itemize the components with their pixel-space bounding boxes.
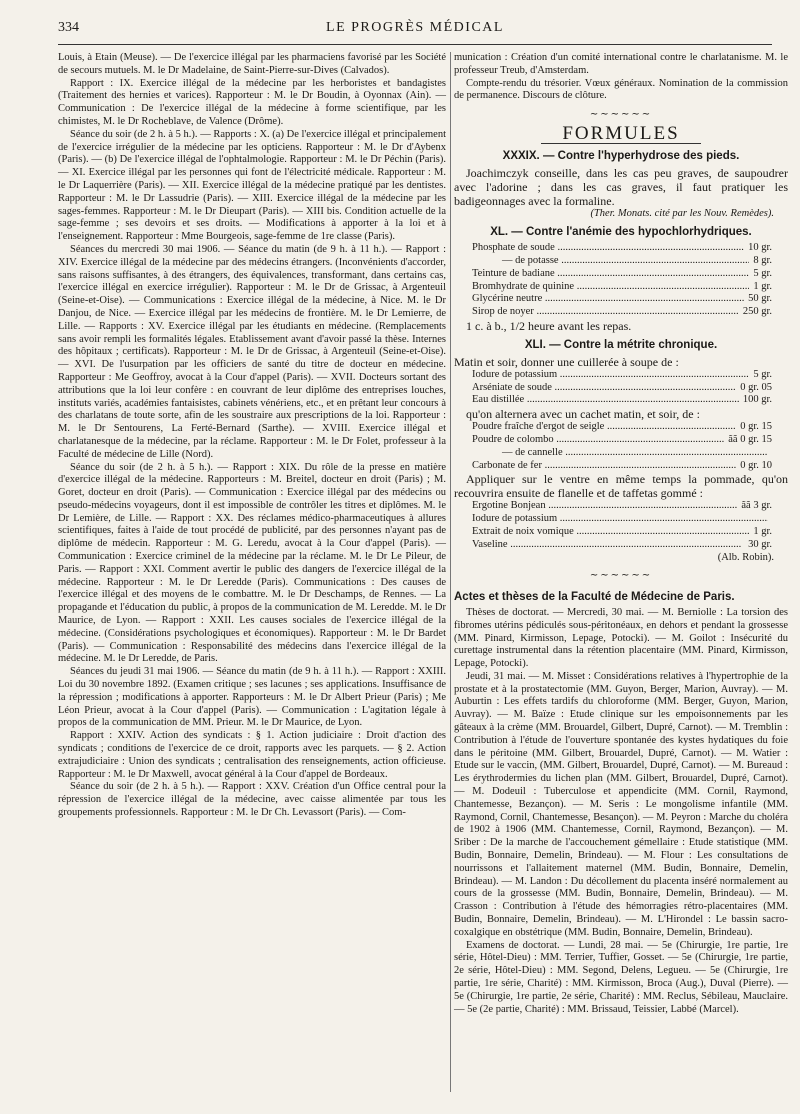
- formula-heading: XL. — Contre l'anémie des hypochlorhydriques.: [490, 226, 752, 239]
- formula-mid: qu'on alternera avec un cachet matin, et soir, de :: [466, 407, 700, 422]
- formula-heading: XLI. — Contre la métrite chronique.: [524, 338, 718, 351]
- recipe-line: Iodure de potassium .....: [454, 513, 788, 526]
- paragraph: Louis, à Etain (Meuse). — De l'exercice illégal par les pharmaciens favorisé par les Société de secours mutuels. M. le Dr Madelaine, de Saint-Pierre-sur-Dives (Calvados).: [58, 52, 446, 76]
- formula-source: (Ther. Monats. cité par les Nouv. Remèdes).: [590, 207, 774, 219]
- recipe-line: Sirop de noyer ..... 250 gr.: [454, 306, 788, 319]
- recipe-line: Teinture de badiane ..... 5 gr.: [454, 268, 788, 281]
- recipe-line: Arséniate de soude ..... 0 gr. 05: [454, 382, 788, 395]
- recipe-line: Phosphate de soude ..... 10 gr.: [454, 242, 788, 255]
- column-divider: [450, 52, 451, 1092]
- separator: ∼∼∼∼∼∼: [589, 109, 653, 121]
- journal-title: LE PROGRÈS MÉDICAL: [326, 20, 504, 35]
- recipe-line: Eau distillée ..... 100 gr.: [454, 394, 788, 407]
- paragraph: Séance du soir (de 2 h. à 5 h.). — Rapport : XIX. Du rôle de la presse en matière d'exercice illégal de la médecine. Rapporteurs : M. Breitel, docteur en droit (Paris) ; M. Goret, docteur en droit (Paris). — Communication : Exercice illégal par des médecins ou pseudo-médecins voyageurs, dont il est impossible de contrôler les titres et diplômes. M. le Dr Lemière, de Lille. — Rapport : XX. Des réclames médico-pharmaceutiques à allures scientifiques, faites à l'aide de tout procédé de publicité, par des personnes n'ayant pas de diplôme de médecin. Rapporteur : M. G. Leredu, avocat à la Cour d'appel (Paris). — Communication : Exercice criminel de la médecine par la réclame. M. le Dr Le Pileur, de Paris. — Rapport : XXI. Comment avertir le public des dangers de l'exercice illégal de la médecine. Rapporteur : M. le Dr Leredde (Paris). Communications : Des causes de l'exercice illégal et des moyens de le combattre. M. le Dr Deschamps, de Rennes. — La propagande et l'éducation du public, à propos de la communication de M. Leredde. M. le Dr Maurice, de Lyon. — Rapport : XXII. Les causes sociales de l'exercice illégal de la médecine. (Considérations psychologiques et économiques). Rapporteur : M. le Dr Bardet (Paris). — Communication : Responsabilité des médecins dans l'exercice illégal de la médecine. M. le Dr Leredde, de Paris.: [58, 461, 446, 665]
- recipe-line: Vaseline ..... 30 gr.: [454, 539, 788, 552]
- paragraph: munication : Création d'un comité international contre le charlatanisme. M. le professeur Treub, d'Amsterdam.: [454, 52, 788, 76]
- right-column: [454, 52, 788, 1016]
- paragraph: Compte-rendu du trésorier. Vœux généraux. Nomination de la commission de permanence. Discours de clôture.: [454, 77, 788, 102]
- recipe-line: Poudre de colombo ..... ãã 0 gr. 15: [454, 434, 788, 447]
- formula-text: Joachimczyk conseille, dans les cas peu graves, de saupoudrer avec l'adorine ; dans les cas graves, il faut pratiquer les badigeonnages avec la formaline.: [454, 165, 788, 208]
- exams-paragraph: Examens de doctorat. — Lundi, 28 mai. — 5e (Chirurgie, 1re partie, 1re série, Hôtel-Dieu) : MM. Terrier, Tuffier, Gosset. — 5e (Chirurgie, 1re partie, 2e série, Hôtel-Dieu) : MM. Segond, Delens, Legueu. — 5e (Chirurgie, 1re partie, 1re série, Charité) : MM. Kirmisson, Broca (Aug.), Duval (Pierre). — 5e (Chirurgie, 1re partie, 2e série, Charité) : MM. Reclus, Sébileau, Mauclaire. — 5e (2e partie, Charité) : MM. Brissaud, Teissier, Labbé (Marcel).: [454, 939, 788, 1015]
- page-header: [58, 20, 772, 42]
- theses-paragraph: Thèses de doctorat. — Mercredi, 30 mai. — M. Berniolle : La torsion des fibromes utérins pédiculés sous-péritonéaux, en dehors et pendant la grossesse (MM. Pinard, Kirmisson, Lepage, Potocki). — M. Goilot : Insécurité du curettage instrumental dans la rétention placentaire (MM. Pinard, Kirmisson, Lepage, Potocki).: [454, 606, 788, 670]
- paragraph: Rapport : XXIV. Action des syndicats : § 1. Action judiciaire : Droit d'action des syndicats ; conditions de l'exercice de ce droit, rapports avec les parquets. — § 2. Action extrajudiciaire : Union des syndicats ; centralisation des renseignements, action officieuse. Rapporteur : M. le Dr Maxwell, avocat général à la Cour d'appel de Bordeaux.: [58, 730, 446, 780]
- paragraph: Séance du soir (de 2 h. à 5 h.). — Rapports : X. (a) De l'exercice illégal et principalement de l'exercice irrégulier de la médecine par les opticiens. Rapporteur : M. le Dr d'Aybenx (Paris). — (b) De l'exercice illégal de l'ophtalmologie. Rapporteur : M. le Dr Péchin (Paris). — XI. Exercice illégal par les personnes qui font de l'électricité médicale. Rapporteur : M. le Dr Laquerrière (Paris). — XII. Exercice illégal de la médecine pratiqué par les dentistes. Rapporteur : M. le Dr Lassudrie (Paris). — XIII. Exercice illégal de la médecine par les sages-femmes. Rapporteur : M. le Dr Dieupart (Paris). — XIII bis. Condition actuelle de la sage-femme ; ses devoirs et ses droits. — Modifications à apporter à la loi et à l'enseignement. Rapporteur : Mme Bourgeois, sage-femme de 1re classe (Paris).: [58, 128, 446, 243]
- paragraph: Séances du jeudi 31 mai 1906. — Séance du matin (de 9 h. à 11 h.). — Rapport : XXIII. Loi du 30 novembre 1892. (Examen critique ; ses lacunes ; ses applications. Insuffisance de la répression ; modifications à apporter. Rapporteurs : M. le Dr Albert Prieur (Paris) ; Me Léon Prieur, avocat à la Cour d'appel (Paris). — Communication : L'agitation légale à propos de la communication de MM. Prieur. M. le Dr Maurice, de Lyon.: [58, 666, 446, 729]
- left-column: [58, 52, 446, 820]
- recipe-line: Glycérine neutre ..... 50 gr.: [454, 293, 788, 306]
- formula-apply: Appliquer sur le ventre en même temps la pommade, qu'on recouvrira ensuite de flanelle et de taffetas gommé :: [454, 472, 788, 501]
- recipe-line: — de cannelle .....: [454, 447, 788, 460]
- section-heading: Actes et thèses de la Faculté de Médecine de Paris.: [454, 591, 735, 604]
- page-number: 334: [58, 20, 79, 35]
- formula-intro: Matin et soir, donner une cuillerée à soupe de :: [454, 354, 679, 369]
- paragraph: Séance du soir (de 2 h. à 5 h.). — Rapport : XXV. Création d'un Office central pour la répression de l'exercice illégal de la médecine, avec caisse alimentée par tous les groupements professionnels. Rapporteur : M. le Dr Ch. Levassort (Paris). — Com-: [58, 781, 446, 819]
- recipe-line: Poudre fraîche d'ergot de seigle ..... 0 gr. 15: [454, 421, 788, 434]
- section-title: FORMULES: [562, 122, 680, 144]
- separator: ∼∼∼∼∼∼: [589, 570, 653, 582]
- recipe-line: Carbonate de fer ..... 0 gr. 10: [454, 460, 788, 473]
- formula-author: (Alb. Robin).: [717, 551, 774, 563]
- paragraph: Rapport : IX. Exercice illégal de la médecine par les herboristes et bandagistes (Traitement des hernies et varices). Rapporteur : M. le Dr Boudin, à Oyonnax (Ain). — Communication : De l'exercice illégal de la médecine à forme scientifique, par les chimistes, M. le Dr Rocheblave, de Valence (Drôme).: [58, 77, 446, 127]
- formula-heading: XXXIX. — Contre l'hyperhydrose des pieds.: [502, 149, 740, 162]
- paragraph: Séances du mercredi 30 mai 1906. — Séance du matin (de 9 h. à 11 h.). — Rapport : XIV. Exercice illégal de la médecine par des médecins étrangers. (Inconvénients d'accorder, sans raisons suffisantes, à des étrangers, des équivalences, transformant, dans certains cas, l'exercice illégal en exercice irrégulier). Rapporteur : M. le Dr de Grissac, à Argenteuil (Seine-et-Oise). — Communications : Exercice illégal de la médecine, à Nice. M. le Dr Danjou, de Nice. — Exercice illégal par les médecins de frontière. M. le Dr Lemierre, de Lille. — Rapports : XV. Exercice illégal par les étudiants en médecine. (Remplacements sans avoir rempli les formalités légales. Etablissement avant d'avoir passé la thèse. Internes des hôpitaux ; certificats). Rapporteur : M. le Dr de Grissac, à Argenteuil (Seine-et-Oise). — XVI. De l'usurpation par les officiers de santé du titre de docteur en médecine. Rapporteur : Me Geoffroy, avocat à la Cour d'appel (Paris). — XVII. Docteurs sortant des attributions que la loi leur confère : en couvrant de leur diplôme des entreprises louches, instituts variés, académies fantaisistes, cabinets vénériens, etc., et en prêtant leur concours à des charlatans de toute sorte, afin de les soustraire aux prescriptions de la loi. Rapporteur : M. le Dr Sentourens, La Ferté-Bernard (Sarthe). — XVIII. Exercice illégal et charlatanesque de la médecine, par la réclame. Rapporteur : M. le Dr Folet, professeur à la Faculté de médecine de Lille (Nord).: [58, 243, 446, 460]
- header-rule: [58, 44, 772, 45]
- recipe-line: Ergotine Bonjean ..... ãã 3 gr.: [454, 500, 788, 513]
- recipe-line: — de potasse ..... 8 gr.: [454, 255, 788, 268]
- recipe-line: Bromhydrate de quinine ..... 1 gr.: [454, 281, 788, 294]
- recipe-line: Iodure de potassium ..... 5 gr.: [454, 369, 788, 382]
- theses-paragraph: Jeudi, 31 mai. — M. Misset : Considérations relatives à l'hypertrophie de la prostate et à la prostatectomie (MM. Guyon, Berger, Marion, Auvray). — M. Auburtin : Les effets tardifs du chloroforme (MM. Berger, Guyon, Marion, Auvray). — M. Baïze : Etude clinique sur les empoisonnements par les gâteaux à la crème (MM. Brouardel, Gilbert, Dupré, Carnot). — M. Tremblin : Contribution à l'étude de l'ouverture spontanée des kystes hydatiques du foie dans le péritoine (MM. Gilbert, Brouardel, Dupré, Carnot). — M. Watier : Etude sur le vaccin, (MM. Gilbert, Brouardel, Dupré, Carnot). — M. Bureaud : Les érythrodermies du lichen plan (MM. Gilbert, Brouardel, Dupré, Carnot). — M. Dodeuil : Tuberculose et appendicite (MM. Cornil, Raymond, Chantemesse, Bezançon). — M. Seris : Le mongolisme infantile (MM. Raymond, Cornil, Chantemesse, Besançon). — M. Peyron : Marche du choléra de 1902 à 1906 (MM. Chantemesse, Cornil, Raymond, Bezançon). — M. Sriber : De la marche de l'accouchement gémellaire : Etude statistique (MM. Budin, Bonnaire, Demelin, Brindeau). — M. Flour : Les consultations de nourrissons et l'allaitement maternel (MM. Budin, Bonnaire, Demelin, Brindeau). — M. Landon : Du décollement du placenta inséré normalement au cours de la grossesse (MM. Budin, Bonnaire, Demelin, Brindeau). — M. Crasson : Contribution à l'étude des hémorragies rétro-placentaires (MM. Budin, Bonnaire, Demelin, Brindeau). — M. L'Hirondel : Le bassin sacro-coxalgique en obstétrique (MM. Budin, Bonnaire, Demelin, Brindeau).: [454, 670, 788, 938]
- posology: 1 c. à b., 1/2 heure avant les repas.: [466, 318, 632, 333]
- recipe-line: Extrait de noix vomique ..... 1 gr.: [454, 526, 788, 539]
